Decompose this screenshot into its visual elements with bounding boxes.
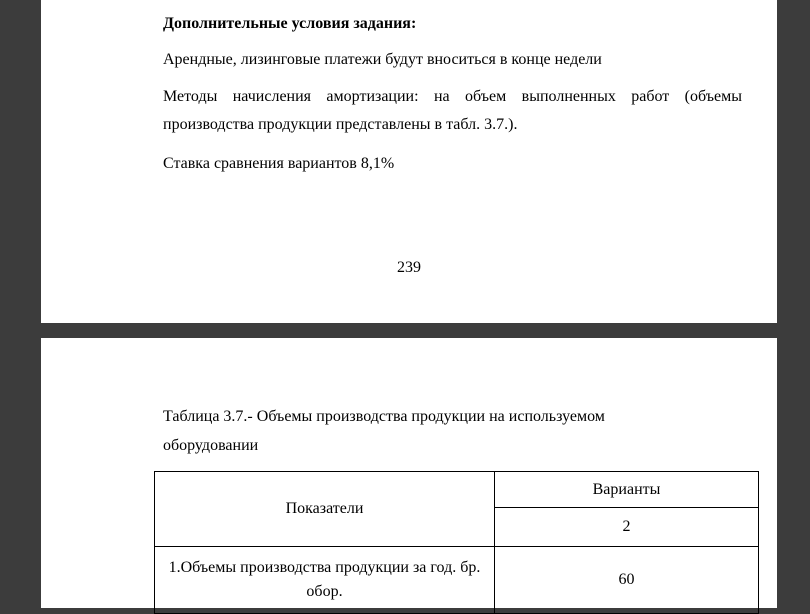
table-caption: Таблица 3.7.- Объемы производства продукции на используемом оборудовании <box>163 408 605 454</box>
document-page <box>41 0 777 323</box>
header-variant-number: 2 <box>495 508 759 547</box>
header-variants: Варианты <box>495 472 759 508</box>
table-header-row <box>155 472 759 508</box>
production-volume-table <box>154 471 759 614</box>
row-value-production-volume: 60 <box>495 547 759 614</box>
page-number: 239 <box>397 259 421 276</box>
header-indicators: Показатели <box>155 472 495 547</box>
document-page <box>41 338 777 608</box>
row-label-production-volume: 1.Объемы производства продукции за год. бр. обор. <box>155 547 495 614</box>
paragraph-payments: Арендные, лизинговые платежи будут вноситься в конце недели <box>163 51 602 68</box>
section-heading: Дополнительные условия задания: <box>163 15 417 32</box>
table-row <box>155 547 759 614</box>
paragraph-depreciation-methods: Методы начисления амортизации: на объем выполненных работ (объемы производства продукции представлены в табл. 3.7.). <box>163 88 742 133</box>
paragraph-comparison-rate: Ставка сравнения вариантов 8,1% <box>163 155 395 172</box>
